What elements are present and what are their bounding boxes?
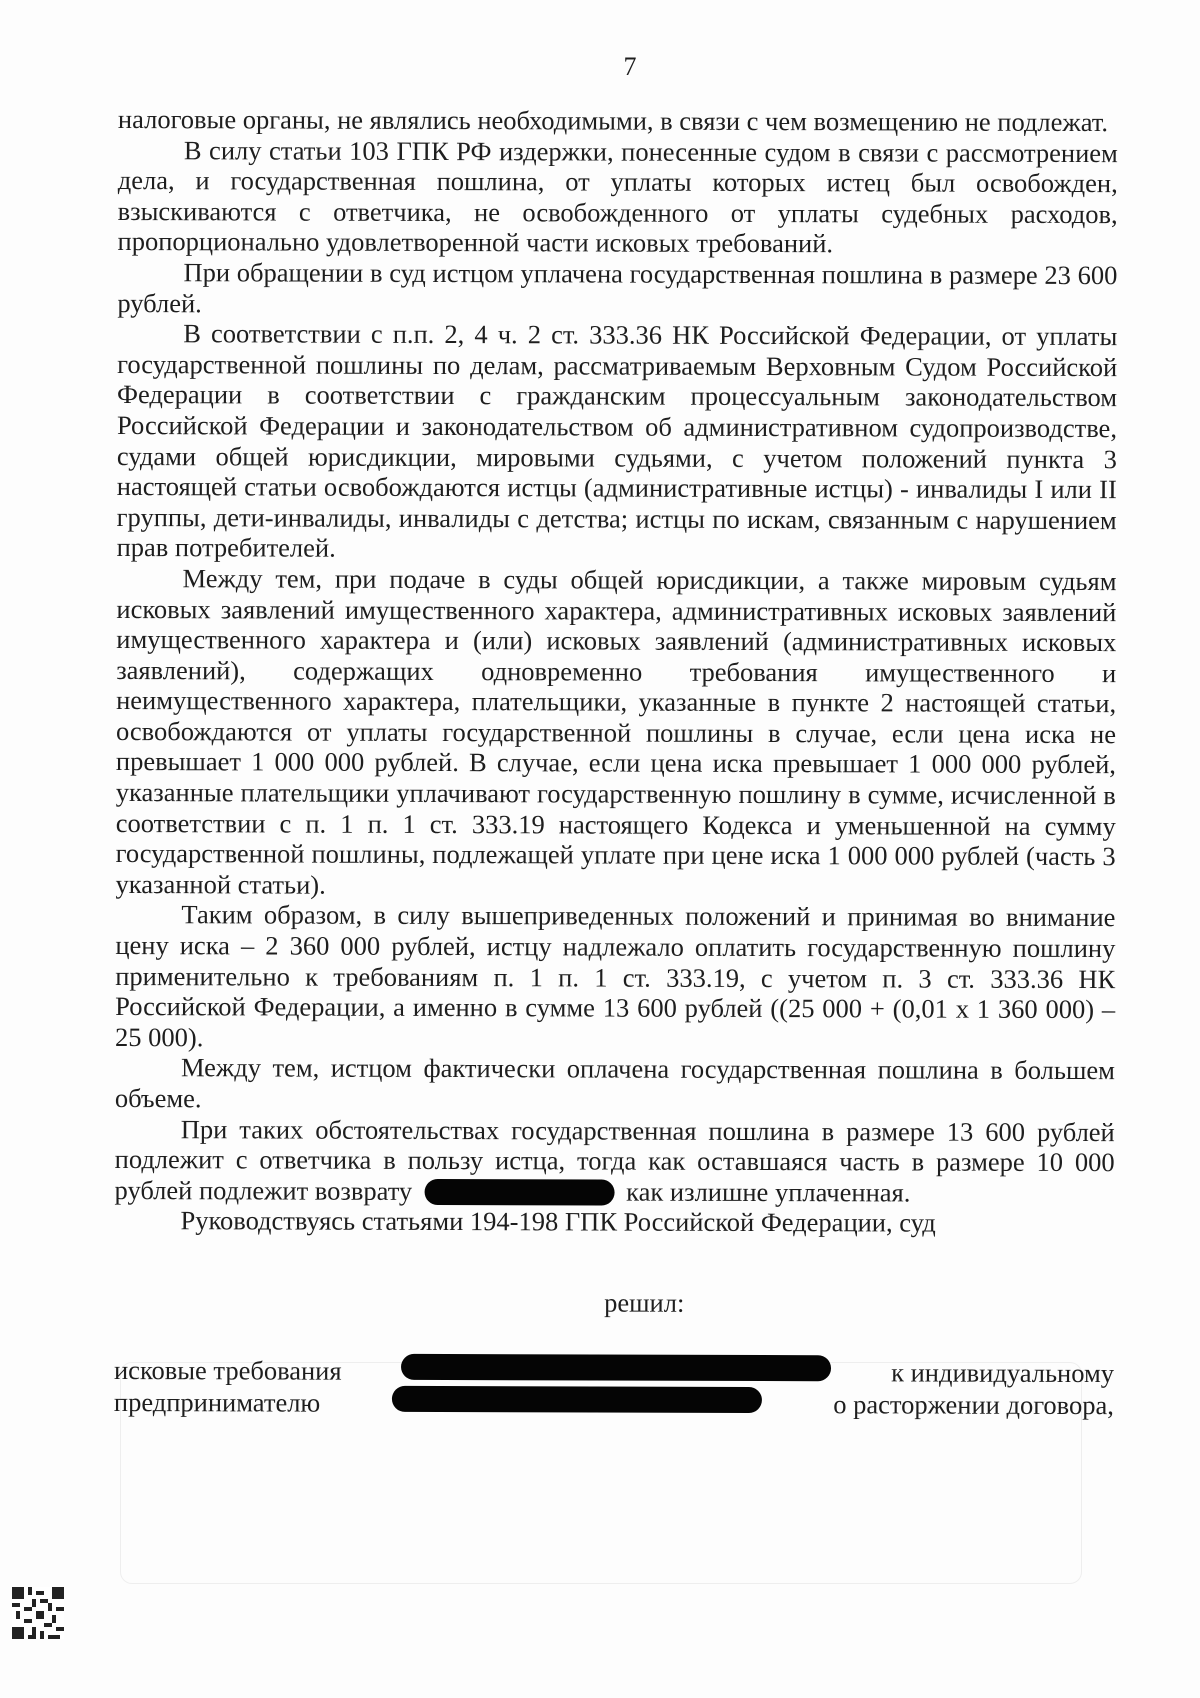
paragraph-fee-calculation: Таким образом, в силу вышеприведенных положений и принимая во внимание цену иска – 2 360 000 рублей, истцу надлежало оплатить государственную пошлину применительно к требованиям п. 1 п. 1 ст. 333.19, с учетом п. 3 ст. 333.36 НК Российской Федерации, а именно в сумме 13 600 рублей ((25 000 + (0,01 х 1 360 000) – 25 000). [115, 899, 1116, 1053]
paragraph-property-claims: Между тем, при подаче в суды общей юрисдикции, а также мировым судьям исковых заявлений имущественного характера, административных исковых заявлений имущественного характера и (или) исковых заявлений (административных исковых заявлений), содержащих одновременно требования имущественного и неимущественного характера, плательщики, указанные в пункте 2 настоящей статьи, освобождаются от уплаты государственной пошлины в случае, если цена иска не превышает 1 000 000 рублей. В случае, если цена иска превышает 1 000 000 рублей, указанные плательщики уплачивают государственную пошлину в сумме, исчисленной в соответствии с п. 1 п. 1 ст. 333.19 настоящего Кодекса и уменьшенной на сумму государственной пошлины, подлежащей уплате при цене иска 1 000 000 рублей (часть 3 указанной статьи). [115, 563, 1117, 900]
paragraph-refund [115, 1114, 1115, 1209]
page-number: 7 [623, 52, 637, 81]
redaction-bar [392, 1386, 762, 1413]
resolution-respondent-label: к индивидуальному [891, 1356, 1115, 1388]
refund-text-start: При таких обстоятельствах государственная пошлина в размере 13 600 рублей подлежит с ответчика в пользу истца, тогда как оставшаяся часть в размере 10 000 рублей подлежит возврату [114, 1113, 1115, 1206]
paragraph-expenses-conclusion: налоговые органы, не являлись необходимыми, в связи с чем возмещению не подлежат. [117, 104, 1109, 138]
resolution-line-1 [114, 1353, 1114, 1389]
decision-heading: решил: [604, 1287, 685, 1318]
paragraph-exemption-rules: В соответствии с п.п. 2, 4 ч. 2 ст. 333.36 НК Российской Федерации, от уплаты государственной пошлины по делам, рассматриваемым Верховным Судом Российской Федерации в соответствии с гражданским процессуальным законодательством Российской Федерации и законодательством об административном судопроизводстве, судами общей юрисдикции, мировыми судьями, с учетом положений пункта 3 настоящей статьи освобождаются истцы (административные истцы) - инвалиды I или II группы, дети-инвалиды, инвалиды с детства; истцы по искам, связанным с нарушением прав потребителей. [116, 318, 1118, 563]
resolution-line-2 [114, 1385, 1114, 1421]
paragraph-fee-paid: При обращении в суд истцом уплачена государственная пошлина в размере 23 600 рублей. [117, 257, 1118, 318]
paragraph-article-103: В силу статьи 103 ГПК РФ издержки, понесенные судом в связи с рассмотрением дела, и государственная пошлина, от уплаты которых истец был освобожден, взыскиваются с ответчика, не освобожденного от уплаты судебных расходов, пропорционально удовлетворенной части исковых требований. [117, 134, 1118, 259]
redaction-bar [424, 1179, 614, 1206]
document-body [114, 104, 1118, 1421]
paragraph-overpayment: Между тем, истцом фактически оплачена государственная пошлина в большем объеме. [114, 1052, 1116, 1114]
redaction-bar [401, 1353, 831, 1380]
resolution-subject-label: о расторжении договора, [833, 1389, 1114, 1421]
resolution-claims-label: исковые требования [113, 1354, 342, 1386]
refund-text-end: как излишне уплаченная. [626, 1176, 911, 1208]
resolution-entrepreneur-label: предпринимателю [113, 1387, 321, 1418]
qr-code-icon [12, 1587, 64, 1639]
paragraph-guided-by: Руководствуясь статьями 194-198 ГПК Российской Федерации, суд [180, 1205, 936, 1238]
